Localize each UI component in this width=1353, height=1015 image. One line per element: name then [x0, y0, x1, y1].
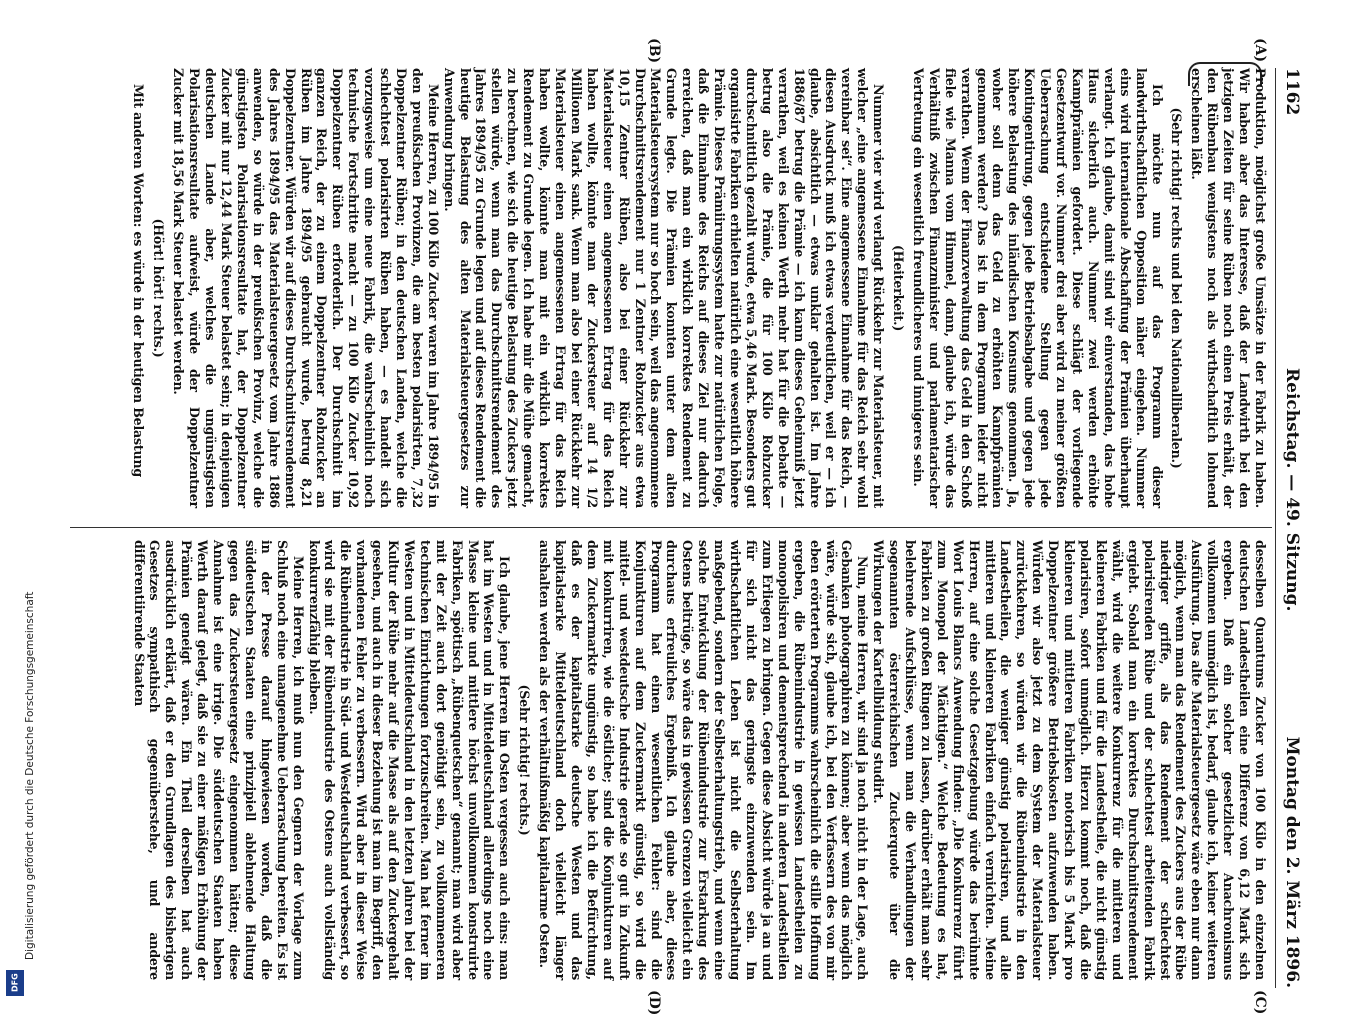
right-column: [70, 540, 1268, 980]
header-title: Reichstag. — 49. Sitzung.: [1282, 368, 1302, 612]
margin-mark-d: (D): [646, 990, 662, 1015]
paragraph: Meine Herren, zu 100 Kilo Zucker waren im Jahre 1894/95 in den preußischen Provinzen, die am besten polarisirten, 7,32 Doppelzentner Rüben; in den deutschen Landen, welche die schlechtest polarisirten Rüben haben, — es handelt sich vorzugsweise um eine neue Fabrik, die wahrscheinlich noch technische Fortschritte macht — zu 100 Kilo Zucker 10,92 Doppelzentner Rüben erforderlich. Der Durchschnitt im ganzen Reich, der zu einem Doppelzentner Rohzucker an Rüben im Jahre 1894/95 gebraucht wurde, betrug 8,21 Doppelzentner. Würden wir auf dieses Durchschnittsrendement des Jahres 1894/95 das Materialsteuergesetz vom Jahre 1886 anwenden, so würde in der preußischen Provinz, welche die günstigsten Polarisationsresultate hat, der Doppelzentner Zucker mit nur 12,44 Mark Steuer belastet sein; in denjenigen deutschen Lande aber, welches die ungünstigsten Polarisationsresultate aufweist, würde der Doppelzentner Zucker mit 18,56 Mark Steuer belastet werden.: [171, 68, 441, 508]
margin-mark-a: (A): [1252, 38, 1268, 63]
margin-mark-b: (B): [646, 38, 662, 64]
margin-mark-c: (C): [1252, 990, 1268, 1015]
interjection: (Heiterkeit.): [891, 244, 907, 332]
header-rule: [1275, 68, 1276, 988]
paragraph: Produktion, möglichst große Umsätze in der Fabrik zu haben. Wir haben aber das Interesse, daß der Landwirth bei den jetzigen Zeiten für seine Rüben noch einen Preis erhält, der den Rübenbau wenigstens noch als wirthschaftlich lohnend erscheinen läßt.: [1189, 68, 1268, 508]
scanned-page-viewport: [70, 38, 1302, 1015]
interjection: (Hört! hört! rechts.): [151, 218, 167, 358]
credit-text: Digitalisierung gefördert durch die Deutsche Forschungsgemeinschaft: [24, 591, 36, 960]
dfg-logo: DFG: [6, 970, 24, 996]
running-header: [1276, 68, 1302, 988]
page-number: 1162: [1282, 68, 1302, 116]
paragraph: Meine Herren, ich muß nun den Gegnern der Vorlage zum Schluß noch eine unangenehme Ueberraschung bereiten. Es ist in der Presse darauf hingewiesen worden, daß die süddeutschen Staaten eine prinzipiell ablehnende Haltung gegen das Zuckersteuergesetz eingenommen hätten; diese Annahme ist eine irrige. Die süddeutschen Staaten haben Werth darauf gelegt, daß sie zu einer mäßigen Erhöhung der Prämien geneigt wären. Ein Theil derselben hat auch ausdrücklich erklärt, daß er den Grundlagen des bisherigen Gesetzes sympathisch gegenüberstehe, und andere differentiirende Staaten: [131, 540, 306, 980]
paragraph: Nummer vier wird verlangt Rückkehr zur Materialsteuer, mit welcher „eine angemessene Einnahme für das Reich sehr wohl vereinbar sei“. Eine angemessene Einnahme für das Reich, — diesen Ausdruck muß ich etwas verdeutlichen, weil er — ich glaube, absichtlich — etwas unklar gehalten ist. Im Jahre 1886/87 betrug die Prämie — ich kann dieses Geheimniß jetzt verrathen, weil es keinen Werth mehr hat für die Debatte — betrug also die Prämie, die für 100 Kilo Rohzucker durchschnittlich gezahlt wurde, etwa 5,46 Mark. Besonders gut organisirte Fabriken erhielten natürlich eine wesentlich höhere Prämie. Dieses Prämiirungssystem hatte zur natürlichen Folge, daß die Einnahme des Reichs auf dieses Ziel nur dadurch erreichen, daß man ein wirklich korrektes Rendement zu Grunde legte. Die Prämien konnten unter dem alten Materialsteuersystem nur so hoch sein, weil das angenommene Durchschnittsrendement nur 1 Zentner Rohzucker aus etwa 10,15 Zentner Rüben, also bei einer Rückkehr zur Materialsteuer einen angemessenen Ertrag für das Reich haben wollte, könnte man der Zuckersteuer auf 14 1/2 Millionen Mark sank. Wenn man also bei einer Rückkehr zur Materialsteuer einen angemessenen Ertrag für das Reich haben wollte, könnte man mit ein wirklich korrektes Rendement zu Grunde legen. Ich habe mir die Mühe gemacht, zu berechnen, wie sich die heutige Belastung des Zuckers jetzt stellen würde, wenn man das Durchschnittsrendement des Jahres 1894/95 zu Grunde legen und auf dieses Rendement die heutige Belastung des alten Materialsteuergesetzes zur Anwendung bringen.: [441, 68, 887, 508]
column-divider: [70, 527, 1272, 528]
paragraph: Mit anderen Worten: es würde in der heutigen Belastung: [131, 84, 147, 478]
digitization-credit: [4, 591, 36, 996]
interjection: (Sehr richtig! rechts.): [517, 684, 533, 836]
paragraph: Ich glaube, jene Herren im Osten vergessen auch eins: man hat im Westen und in Mitteldeutschland allerdings noch eine Masse kleine und mittlere höchst unvollkommen konstruirte Fabriken, spöttisch „Rübenquetschen“ genannt; man wird aber mit der Zeit auch dort genöthigt sein, zu vollkommeneren technischen Einrichtungen fortzuschreiten. Man hat ferner im Westen und in Mitteldeutschland in den letzten Jahren bei der Kultur der Rübe mehr auf die Masse als auf den Zuckergehalt gesehen, und auch in dieser Beziehung ist man im Begriff, den vorhandenen Fehler zu verbessern. Wird aber in dieser Weise die Rübenindustrie in Süd- und Westdeutschland verbessert, so wird sie mit der Rübenindustrie des Ostens auch vollständig konkurrenzfähig bleiben.: [306, 540, 513, 980]
paragraph: Ich möchte nun auf das Programm dieser landwirthschaftlichen Opposition näher eingehen. Nummer eins wird internationale Abschaffung der Prämien überhaupt verlangt. Ich glaube, damit sind wir einverstanden, das hohe Haus sicherlich auch. Nummer zwei werden erhöhte Kampfprämien gefordert. Diese schlägt der vorliegende Gesetzentwurf vor. Nummer drei aber wird zu meiner größten Ueberraschung entschiedene Stellung gegen jede Kontingentirung, gegen jede Betriebsabgabe und gegen jede höhere Belastung des inländischen Konsums genommen. Ja, woher soll denn das Geld zu erhöhten Kampfprämien genommen werden? Das ist in dem Programm leider nicht verrathen. Wenn der Finanzverwaltung das Geld in den Schoß fiele wie Manna vom Himmel, dann, glaube ich, würde das Verhältniß zwischen Finanzminister und parlamentarischer Vertretung ein wesentlich freundlicheres und innigeres sein.: [910, 68, 1165, 508]
interjection: (Sehr richtig! rechts und bei den Nationalliberalen.): [1169, 107, 1185, 469]
paragraph: Nun, meine Herren, wir sind ja noch nicht in der Lage, auch Gebanken photographiren zu können; aber wenn das möglich wäre, würde sich, glaube ich, bei den Verfassern des von mir eben erörterten Programms wahrscheinlich die stille Hoffnung ergeben, die Rübenindustrie in gewissen Landestheilen zu monopolisiren und dementsprechend in anderen Landestheilen zum Erliegen zu bringen. Gegen diese Absicht würde ja an und für sich nicht das geringste einzuwenden sein. Im wirthschaftlichen Leben ist nicht die Selbsterhaltung maßgebend, sondern der Selbsterhaltungstrieb, und wenn eine solche Entwicklung der Rübenindustrie zur Erstarkung des Ostens beitrüge, so wäre das in gewissen Grenzen vielleicht ein durchaus erfreuliches Ergebniß. Ich glaube aber, dieses Programm hat einen wesentlichen Fehler: sind die Konjunkturen auf dem Zuckermarkt günstig, so wird die mittel- und westdeutsche Industrie gerade so gut in Zukunft mit konkurriren, wie die östliche; sind die Konjunkturen auf dem Zuckermarkte ungünstig, so habe ich die Befürchtung, daß es der kapitalstarke deutsche Westen und das kapitalstarke Mitteldeutschland doch vielleicht länger aushalten werden als der verhältnißmäßig kapitalarme Osten.: [537, 540, 871, 980]
paragraph: desselben Quantums Zucker von 100 Kilo in den einzelnen deutschen Landestheilen eine Differenz von 6,12 Mark sich ergeben. Daß ein solcher gesetzlicher Anachronismus vollkommen unmöglich ist, bedarf, glaube ich, keiner weiteren Ausführung. Das alte Materialsteuergesetz wäre eben nur dann möglich, wenn man das Rendement des Zuckers aus der Rübe niedriger griffe, als das Rendement der schlechtest polarisirenden Rübe und der schlechtest arbeitenden Fabrik ergiebt. Sobald man ein korrektes Durchschnittsrendement wählt, wird die weitere Konkurrenz für die mittleren und kleineren Fabriken und für die Landestheile, die nicht günstig polarisiren, sofort unmöglich. Hierzu kommt noch, daß die kleineren und mittleren Fabriken notorisch bis 5 Mark pro Doppelzentner größere Betriebskosten aufzuwenden haben. Würden wir also jetzt zu dem System der Materialsteuer zurückkehren, so würden wir die Rübenindustrie in den Landestheilen, die weniger günstig polarisiren, und alle mittleren und kleineren Fabriken einfach vernichten. Meine Herren, auf eine solche Gesetzgebung würde das berühmte Wort Louis Blancs Anwendung finden: „Die Konkurrenz führt zum Monopol der Mächtigen.“ Welche Bedeutung es hat, Fabriken zu großen Ringen zu lassen, darüber erhält man sehr belehrende Aufschlüsse, wenn man die Verhandlungen der sogenannten österreichischen Zuckerquote über die Wirkungen der Kartellbildung studirt.: [871, 540, 1268, 980]
document-page: [70, 38, 1302, 1015]
left-column: [70, 68, 1268, 508]
header-date: Montag den 2. März 1896.: [1282, 736, 1302, 988]
